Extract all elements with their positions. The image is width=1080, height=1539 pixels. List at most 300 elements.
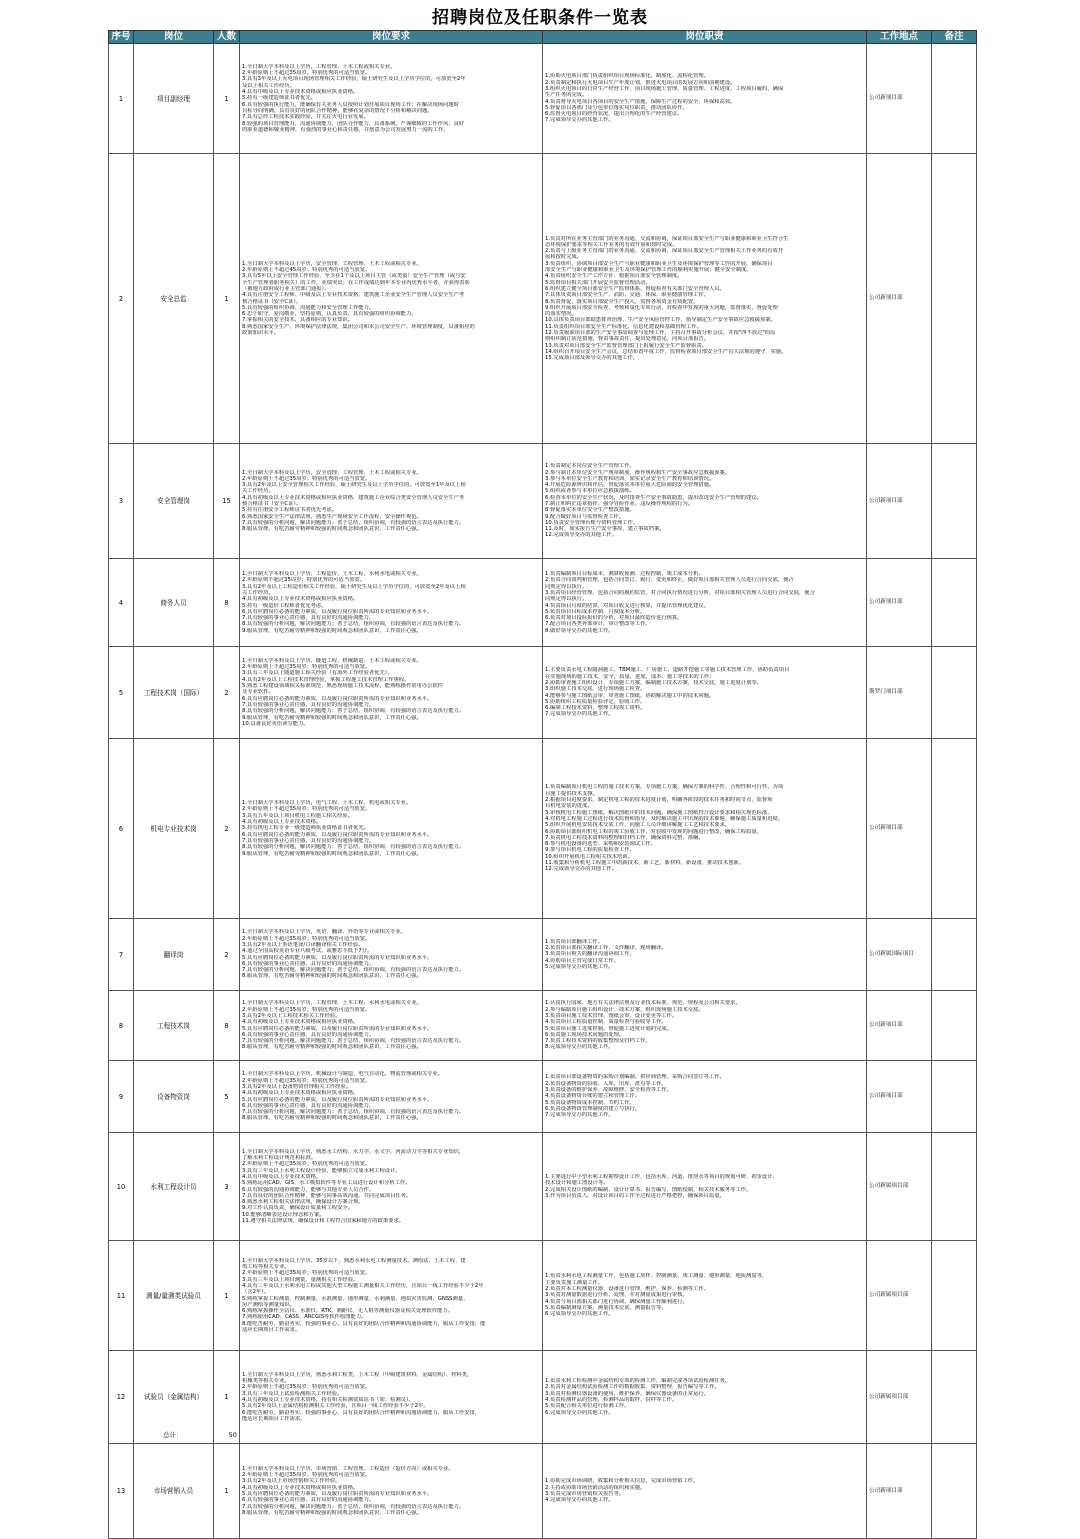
duty-line: 生产任务的完成。 (545, 92, 588, 99)
requirement-line: 9.服从管理，有吃苦耐劳精神和较强的时间观念和团队意识，工作责任心强。 (242, 714, 422, 721)
row-location: 公司新属国际项目 (867, 919, 932, 991)
row-duties (543, 1351, 867, 1444)
requirement-line: 7.具有较强的分析问题，解决问题能力；善于总结，组织协调，有较强的语言表达及执行能力。 (242, 967, 465, 974)
duty-line: 6.编制工程技术资料，整理工程竣工资料。 (545, 705, 646, 712)
row-no: 9 (109, 1061, 134, 1133)
row-count: 1 (214, 44, 240, 154)
requirement-line: 7.熟练使用CAD、CASS、ARCGIS等软件绘图能力。 (242, 1314, 367, 1321)
requirement-line: 7.具有良好的团队合作精神，能够与同事高效沟通，共同完成项目任务。 (242, 1192, 412, 1199)
requirement-line: 8.具有较强的分析问题，解决问题能力；善于总结，组织协调，有较强的语言表达及执行能力。 (242, 844, 465, 851)
header-duties: 岗位职责 (543, 31, 867, 44)
duty-line: 2.参与编制项目施工组织设计、技术方案，组织现场施工技术交底。 (545, 1006, 704, 1013)
requirement-line: 2.年龄原则上不超过45周岁；特别优秀的可适当放宽。 (242, 267, 371, 274)
duty-line: 部安全生产与职业健康和职业卫生及环境保护管理工作的顺利实施开展；健全安全制度。 (545, 267, 752, 274)
duty-line: 12.完成领导交办的其他工作。 (545, 532, 617, 539)
requirement-line: 3.具有2年及以上安全管理相关工作经验，硕士研究生及以上学历学位的，可放宽至1年及以上相 (242, 482, 466, 489)
requirement-line: 7.具有较强的分析问题，解决问题能力；善于总结，组织协调，有较强的语言表达及执行能力。 (242, 519, 465, 526)
row-duties (543, 1241, 867, 1351)
row-count: 2 (214, 647, 240, 739)
duty-line: 6.监督火电项目的经营状况，提出合理化的生产经营建议。 (545, 111, 683, 118)
requirement-line: 4.具有注册安全工程师、中级及以上专业技术资格、建筑施工企业安全生产管理人员安全生产考 (242, 292, 465, 299)
requirement-line: 3.具有5年以上安全管理工作经验，至少在1个及以上项目主管（或类似）安全生产管理（或与安 (242, 273, 466, 280)
requirement-line: 6.熟练掌握操作全站仪、水准仪、RTK、测距仪、无人机等测量仪器及相关处理软件能力。 (242, 1308, 454, 1315)
duty-line: 4.负责项目月度的结算，对项目收支进行核算，并提出管理优化建议。 (545, 602, 709, 609)
requirement-line: 5.持有注册安全工程师证书者优先考虑。 (242, 507, 338, 514)
requirement-line: 3.具有2年及以上工程技术相关工作经验。 (242, 1012, 341, 1019)
row-requirements (240, 1061, 543, 1133)
duty-line: 9.参与项目机电工程的质量检查工作。 (545, 847, 635, 854)
duty-line: 2.负责对金属结构试验检测工作的数据收集、资料整理、报告编写等工作。 (545, 1384, 720, 1391)
row-requirements (240, 919, 543, 991)
duty-line: 1.负责编制项目目标成本，测算收预测、过程控制、竣工成本分析。 (545, 571, 704, 578)
row-duties (543, 1444, 867, 1539)
row-position: 水利工程设计员 (134, 1133, 214, 1241)
requirement-line: 5.具有2年及以上金属结构检测相关工作经验，且项目一线工作经验不少于2年。 (242, 1403, 429, 1410)
duty-line: 12.负责履职项目部的生产安全事故调查与处理工作，主持召开事故分析会议，并按"四不放过"的原 (545, 329, 776, 336)
row-duties (543, 991, 867, 1061)
duty-line: 10.负责安全管理台账与资料管理工作。 (545, 519, 639, 526)
duty-line: 主要负责施工测量工作。 (545, 1279, 604, 1286)
requirement-line: 5.熟练运用CAD、GIS、水工模拟软件等专业工具进行设计和分析工作。 (242, 1180, 411, 1187)
duty-line: 2.负责项目部相关翻译工作，文件翻译、现场翻译。 (545, 945, 667, 952)
duty-line: 1.负责对所在业务主管部门的业务沟通、交流和协调，保证项目部安全生产与职业健康和职业卫生符合生 (545, 235, 789, 242)
table-row (109, 1351, 977, 1444)
duty-line: 6.完成领导交办的其他工作。 (545, 1409, 614, 1416)
requirement-line: 1.全日制大学本科及以上学历，机械设计与制造、电气自动化、物流管理或相关专业。 (242, 1071, 444, 1078)
requirement-line: 4.具有初级及以上专业技术资格或相应执业资格。 (242, 1090, 359, 1097)
row-requirements (240, 647, 543, 739)
row-note (932, 154, 977, 444)
table-row (109, 154, 977, 444)
total-row (163, 1431, 243, 1439)
duty-line: 10.组织开展机电工程相关技术培训。 (545, 853, 633, 860)
requirement-line: 2.年龄原则上不超过35周岁；特别优秀的可适当放宽。 (242, 935, 371, 942)
row-requirements (240, 1351, 543, 1444)
table-row (109, 559, 977, 647)
duty-line: 2.负责合同谈判和管理，包括合同签订、履行、变更和终止，做好项目部相关管理人员进行合同交底，使合 (545, 577, 794, 584)
row-no: 13 (109, 1444, 134, 1539)
duty-line: 1.负责项目部翻译工作。 (545, 938, 604, 945)
row-position: 机电专业技术岗 (134, 739, 214, 919)
row-position: 安全总监 (134, 154, 214, 444)
duty-line: 4.开展危险源辨识和评估，督促落实本单位重大危险源的安全管理措施。 (545, 482, 715, 489)
duty-line: 1.负责制定本岗位安全生产管理工作。 (545, 463, 635, 470)
header-requirements: 岗位要求 (240, 31, 543, 44)
row-note (932, 444, 977, 559)
row-note (932, 1133, 977, 1241)
requirement-line: 6.具有较强的事业心责任感，具有良好的沟通协调能力。 (242, 1031, 375, 1038)
row-location: 公司新属项目部 (867, 1241, 932, 1351)
duty-line: 1.主要进行中小型水利工程勘察设计工作，包括水库、河道、排涝水等项目的规划可研、初步设计、 (545, 1173, 778, 1180)
requirement-line: 6.忠于职守，爱岗敬业，坚持原则，认真负责，具有较强的组织协调能力。 (242, 311, 417, 318)
duty-line: 6.协助项目部组织机电工程的竣工验收工作，对验收中发现的问题进行整改，确保工程质量。 (545, 828, 762, 835)
row-duties (543, 44, 867, 154)
requirement-line: 8.熟悉水利工程相关法律法规，确保设计方案合规。 (242, 1199, 364, 1206)
row-count: 1 (214, 1444, 240, 1539)
duty-line: 5.监督项目相关部门开展安全监督管理活动。 (545, 279, 651, 286)
row-note (932, 647, 977, 739)
requirement-line: 了解水利工程设计规范和标准。 (242, 1155, 317, 1162)
requirement-line: 5.持有一级建造师证书者优先。 (242, 95, 316, 102)
row-duties (543, 1133, 867, 1241)
row-requirements (240, 154, 543, 444)
requirement-line: 3.具有三年及以上项目测量、量测相关工作经验。 (242, 1276, 359, 1283)
duty-line: 2.负责与上级业务主管部门的业务沟通、交流和协调，保证项目部安全生产管理相关工作业务的有效开 (545, 248, 784, 255)
row-note (932, 1444, 977, 1539)
duty-line: 3.组织火电项目的日常生产经营工作，项目现场施工管理、质量管理、工程进度、工程项目履约，确保 (545, 85, 784, 92)
duty-line: 2.参与制订本单位安全生产规章制度，操作规程和生产安全事故应急救援预案。 (545, 469, 731, 476)
row-no: 2 (109, 154, 134, 444)
row-note (932, 1061, 977, 1133)
requirement-line: 2.年龄原则上不超过35周岁；特别优秀的可适当放宽。 (242, 1006, 371, 1013)
requirement-line: 8.服从管理，有吃苦耐劳精神和较强的时间观念和团队意识，工作责任心强。 (242, 973, 422, 980)
row-count: 2 (214, 739, 240, 919)
row-position: 设备物资岗 (134, 1061, 214, 1133)
row-count: 1 (214, 1351, 240, 1444)
duty-line: 3.负责完成市场营销相关报告等。 (545, 1491, 625, 1497)
table-row (109, 1444, 977, 1539)
row-location: 公司新项目部 (867, 444, 932, 559)
requirement-line: 8.较强的项目管理能力，沟通协调能力，团队合作能力，具备系统、严谨细致的工作作风，良好 (242, 120, 465, 127)
duty-line: 4.负责设备物资台账的建立和管理工作。 (545, 1093, 641, 1100)
row-no: 11 (109, 1241, 134, 1351)
duty-line: 3.负责项目相关的翻译沟通协调工作。 (545, 951, 635, 958)
duty-line: 2.主持或协助市场营销活动的组织和实施。 (545, 1484, 646, 1491)
duty-line: 12.完成领导交办的其他工作。 (545, 866, 617, 873)
duty-line: 2.协助审查施工组织设计、专项施工方案，编制施工技术方案，技术交底，施工进度计划等。 (545, 679, 762, 686)
row-position: 测量/量测类试验员 (134, 1241, 214, 1351)
duty-line: 8.督促落实本单位安全生产整改措施。 (545, 507, 635, 514)
row-position: 翻译岗 (134, 919, 214, 991)
requirement-line: 1.全日制大学本科及以上学历，熟悉水工结构、水力学、水文学、河流动力学等相关专业知识， (242, 1148, 465, 1155)
duty-line: 技术设计和施工图设计等。 (545, 1180, 609, 1187)
duty-line: 11.及时、如实报告生产安全事故，建立事故档案。 (545, 526, 665, 533)
duty-line: 6.负责施工现场技术问题的处理。 (545, 1031, 625, 1038)
requirement-line: 2.年龄原则上不超过35周岁；特别优秀的可适当放宽。 (242, 806, 371, 813)
duty-line: 8.负责督促、落实项目部安全生产投入，监督各项资金有效配置。 (545, 298, 699, 305)
requirement-line: 5.具有应聘岗位必备的能力素质，以及履行岗位职责所需的专业知识和业务水平。 (242, 1096, 433, 1103)
row-note (932, 1241, 977, 1351)
header-position: 岗位 (134, 31, 214, 44)
duty-line: 1.协助完成市场调研，收集和分析相关信息，完成市场营销工作。 (545, 1478, 699, 1485)
row-note (932, 919, 977, 991)
duty-line: 态环境保护要求等相关工作业务的有效开展和按时完成。 (545, 241, 678, 248)
row-duties (543, 1061, 867, 1133)
header-no: 序号 (109, 31, 134, 44)
duty-line: 5.组织开展机电安装技术交底工作，向施工人员详细讲解施工工艺和技术要求。 (545, 822, 731, 829)
requirement-line: 筑工程等相关专业。 (242, 1264, 290, 1271)
row-location: 公司新项目部 (867, 739, 932, 919)
requirement-line: 机械类等相关专业。 (242, 1378, 290, 1385)
requirement-line: 4.具有初级及以上专业技术资格，持有相关检测资质证书（如：检测员）。 (242, 1397, 414, 1403)
header-location: 工作地点 (867, 31, 932, 44)
duty-line: 3.负责组织、协调项目部安全生产与职业健康和职业卫生及环境保护管理等工作的开展，确保项目 (545, 260, 773, 267)
duty-line: 7.具体负责项目部安全生产、消防、交通、环保、职业健康管理工作。 (545, 292, 709, 299)
requirement-line: 8.服从管理，有吃苦耐劳精神和较强的时间观念和团队意识，工作责任心强。 (242, 1115, 422, 1122)
duty-line: 6.负责对项目投标报价的分析，对项目最终造价进行核算。 (545, 615, 683, 622)
requirement-line: 9.对工作认真负责，确保设计质量和工程安全。 (242, 1205, 353, 1212)
table-row (109, 647, 977, 739)
requirement-line: 8.能吃苦耐劳，勤奋务实，较强的事业心，具有良好的团队合作精神和沟通协调能力，服从工作安排，能 (242, 1320, 486, 1327)
requirement-line: 7.具有较强的分析问题，解决问题能力；善于总结，组织协调，有较强的语言表达及执行能力。 (242, 1503, 465, 1510)
row-no: 7 (109, 919, 134, 991)
requirement-line: 2.年龄原则上不超过35周岁，特别优秀的可适当放宽。 (242, 70, 371, 77)
duty-line: 同规定得以执行。 (545, 583, 588, 590)
row-location: 公司新项目部 (867, 991, 932, 1061)
duty-line: 4.对机电工程施工过程进行技术监督和指导，及时解决施工中出现的技术难题，确保施工质量和进度。 (545, 815, 784, 822)
duty-line: 7.完成领导交办的其他工作。 (545, 117, 614, 124)
requirement-line: 2.年龄原则不超过35周岁；特别优秀的可适当放宽。 (242, 577, 366, 584)
requirement-line: 7.具有较强的事业心责任感，具有良好的沟通协调能力。 (242, 615, 375, 622)
duty-line: 5.负责配合相关单位进行检测工作。 (545, 1403, 630, 1410)
requirement-line: 3.具有三年及以上试验检测相关工作经验。 (242, 1390, 343, 1397)
requirement-line: 2.年龄原则上不超过35周岁；特别优秀的可适当放宽。 (242, 1270, 371, 1277)
duty-line: 4.协助项目主管完成日常工作。 (545, 957, 619, 964)
requirement-line: 6.具有应聘岗位必备的能力素质，以及履行岗位职责所需的专业知识和业务水平。 (242, 608, 433, 615)
requirement-line: 3.具有2年及以上英语笔译/口译翻译相关工作经验。 (242, 941, 364, 948)
duty-line: 2.负责设备物资的验收、入库、出库、盘点等工作。 (545, 1080, 667, 1087)
row-note (932, 991, 977, 1061)
row-position: 工程技术岗（国际） (134, 647, 214, 739)
row-note (932, 739, 977, 919)
duty-line: 2.负责对本工程测量仪器、设备进行管理、维护、保养、检测等工作。 (545, 1286, 709, 1293)
requirement-line: 2.年龄原则上不超过35周岁；特别优秀的可适当放宽。 (242, 664, 371, 671)
requirement-line: 5.持有一级造价工程师者优先考虑。 (242, 602, 327, 609)
requirement-line: 3.具有3年及以上火电项目现场管理相关工作经验，硕士研究生及以上学历学位的，可放宽至2年 (242, 76, 466, 83)
recruitment-table (108, 30, 977, 1539)
requirement-line: 4.具有初级及以上专业技术资格或相应执业资格。 (242, 1019, 359, 1026)
header-count: 人数 (214, 31, 240, 44)
row-requirements (240, 1133, 543, 1241)
table-body (109, 44, 977, 1539)
table-row (109, 991, 977, 1061)
page-title: 招聘岗位及任职条件一览表 (432, 8, 648, 28)
duty-line: 4.能够参与施工图纸会审，审查施工图纸，协助解决施工中的技术问题。 (545, 692, 715, 699)
duty-line: 5.负责项目目标成本控制，月度成本分析。 (545, 608, 646, 615)
row-no: 12 (109, 1351, 134, 1444)
duty-line: 5.负责项目施工进度控制，督促施工进度计划的完成。 (545, 1025, 672, 1032)
duty-line: 4.负责与项目部相关部门进行协调，确保测量工作顺利进行。 (545, 1298, 688, 1305)
table-header-row (109, 31, 977, 44)
total-value: 50 (228, 1431, 237, 1439)
row-note (932, 1351, 977, 1444)
row-count: 1 (214, 154, 240, 444)
requirement-line: 3.具有三年及以上隧道施工相关经验（有海外工作经验者优先）。 (242, 670, 393, 677)
requirement-line: 5.熟练掌握工程测量、控制测量、水准测量、地形测量、水利测量、地质灾害监测、GNSS测量、 (242, 1295, 469, 1302)
row-duties (543, 647, 867, 739)
duty-line: 2.负责制定和执行火电项目生产年度计划，推进火电项目的发展方向和前期建设。 (545, 79, 736, 86)
row-no: 8 (109, 991, 134, 1061)
requirement-line: 5.持有机电工程专业一级建造师执业资格证书者优先。 (242, 825, 369, 832)
row-duties (543, 154, 867, 444)
duty-line: 3.负责对测量数据进行分析、处理，并对测量成果进行审核。 (545, 1292, 688, 1299)
requirement-line: 全生产管理者职务相关）的工作，业绩突出；在工作成绩达到年本专业内优秀水平者、并获得表彰 (242, 279, 470, 286)
duty-line: 7.负责机电工程技术资料的整理和归档工作，确保资料完整、准确。 (545, 834, 704, 841)
requirement-line: 8.具有较强的分析问题，解决问题能力；善于总结，组织协调，有较强的语言表达及执行能力。 (242, 621, 465, 628)
duty-line: 5.协助组织工程质量检验评定、验收工作。 (545, 698, 646, 705)
duty-line: 5.负责编制测量方案、测量技术交底、测量报告等。 (545, 1304, 667, 1311)
requirement-line: 3.具有2年及以上设备物资管理相关工作经验。 (242, 1083, 352, 1090)
requirement-line: 核合格证书（安全C证）。 (242, 501, 302, 507)
row-no: 5 (109, 647, 134, 739)
row-count: 2 (214, 919, 240, 991)
table-row (109, 444, 977, 559)
requirement-line: 11.遵守相关法律法规，确保设计和工程符合国家和地方的政策要求。 (242, 1217, 405, 1224)
requirement-line: 目标导向明确，具有良好的团队合作精神，能够在复杂的情况下分析和解决问题。 (242, 107, 433, 114)
row-requirements (240, 559, 543, 647)
duty-line: 4.负责检测样品的管理，检测样品的取样、封样等工作。 (545, 1397, 678, 1403)
row-position: 工程技术岗 (134, 991, 214, 1061)
row-location: 公司新属项目部 (867, 1351, 932, 1444)
requirement-line: 7.具有较强的事业心责任感，具有良好的沟通协调能力。 (242, 837, 375, 844)
requirement-line: 4.具有三年及以上水利水电工程或其他大型工程施工测量相关工作经历，且项目一线工作经验不少于2年 (242, 1282, 484, 1289)
requirement-line: 4.具有初级及以上专业技术资格或相应执业资格。 (242, 1484, 359, 1491)
requirement-line: 8.具有较强的分析问题，解决问题能力；善于总结，组织协调，有较强的语言表达及执行能力。 (242, 708, 465, 715)
header-note: 备注 (932, 31, 977, 44)
requirement-line: 6.具有较强的事业心责任感，具有良好的沟通协调能力。 (242, 1497, 375, 1504)
row-duties (543, 739, 867, 919)
duty-line: 7.制止和纠正违章指挥、强令冒险作业、违反操作规程的行为。 (545, 501, 694, 507)
duty-line: 8.完成领导交办的其他工作。 (545, 1044, 614, 1051)
requirement-line: 2.年龄原则上不超过35周岁；特别优秀的可适当放宽。 (242, 1472, 371, 1479)
duty-line: 1.主要负责水电工程隧洞施工、TBM施工、厂房施工、道路开挖施工等施工技术管理工作，协助负责项目 (545, 667, 790, 674)
requirement-line: 适应长期项目工作需求。 (242, 1326, 301, 1333)
row-no: 10 (109, 1133, 134, 1241)
requirement-line: 6.具有较强的事业心责任感，具有良好的沟通协调能力。 (242, 960, 375, 967)
row-requirements (240, 444, 543, 559)
requirement-line: 1.全日制大学本科及以上学历，工程管理、土木工程或相关专业。 (242, 63, 396, 70)
requirement-line: 能适应长期项目工作需求。 (242, 1415, 306, 1422)
duty-line: 7.配合项目各类外部审计，审计整改等工作。 (545, 621, 651, 628)
table-row (109, 1241, 977, 1351)
duty-line: 3.负责项目经营管理，包括合同的履约监管，对合同执行情况进行分析，对项目部相关管理人员进行合同交底，使合 (545, 589, 815, 596)
row-count: 8 (214, 559, 240, 647)
requirement-line: 6.具有较强的沟通协调能力，能够与其他专业人员合作。 (242, 1186, 375, 1193)
row-requirements (240, 739, 543, 919)
requirement-line: 关工作经历。 (242, 589, 274, 596)
duty-line: 7.完成领导交办的其他工作。 (545, 1112, 614, 1119)
requirement-line: 1.全日制大学本科及以上学历，安全管理、工程管理、土木工程或相关专业。 (242, 469, 422, 476)
duty-line: 6.检查本单位的安全生产状况，及时排查生产安全事故隐患，提出改进安全生产管理的建议。 (545, 494, 762, 501)
duty-line: 3.审核机电工程施工图纸，解决图纸中的技术问题，确保施工图纸符合设计要求和相关规范标准。 (545, 809, 773, 816)
table-row (109, 919, 977, 991)
row-location: 公司新属项目部 (867, 1133, 932, 1241)
requirement-line: 2.年龄原则上不超过35周岁；特别优秀的可适当放宽。 (242, 1161, 371, 1168)
requirement-line: 及以上相关工作经历。 (242, 82, 295, 89)
total-label: 总计： (163, 1431, 183, 1439)
row-position: 试验员（金属结构） (134, 1351, 214, 1444)
requirement-line: 4.具有中级及以上专业技术资格。 (242, 1173, 322, 1180)
requirement-line: 4.具有初级及以上专业技术资格或相应执业资格。 (242, 596, 359, 603)
row-no: 6 (109, 739, 134, 919)
row-count: 8 (214, 991, 240, 1061)
requirement-line: 核合格证书（安全C证）。 (242, 298, 302, 305)
duty-line: 3.负责对检测仪器设备的使用、维护保养，确保仪器设备的正常运行。 (545, 1390, 709, 1397)
duty-line: 13.负责对项目部安全生产监督管理部门上报履行安全生产监督职责。 (545, 342, 708, 349)
duty-line: 4.负责项目工程质量控制、质量检查与验收等工作。 (545, 1019, 667, 1026)
duty-line: 同规定得以执行。 (545, 596, 588, 603)
requirement-line: 4.具有初级及以上专业技术资格或相应执业资格，建筑施工企业综合类安全管理人员安全生产考 (242, 494, 465, 501)
requirement-line: 6.能吃苦耐劳，勤奋务实，较强的事业心，具有良好的团队合作精神和沟通协调能力，服从工作安排， (242, 1409, 481, 1416)
requirement-line: 7.掌握相关的安全技术，具备相应的专业知识。 (242, 317, 353, 324)
requirement-line: 3.具有五年及以上项目机电工程施工相关经验。 (242, 812, 353, 819)
requirement-line: 4.具有初级及以上专业技术资格。 (242, 819, 322, 826)
row-count: 1 (214, 1241, 240, 1351)
duty-line: 6.完成领导交办的其他工作。 (545, 1311, 614, 1318)
duty-line: 5.组织或者参与本单位应急救援演练。 (545, 488, 635, 495)
row-duties (543, 559, 867, 647)
duty-line: 2.根据项目进度要求，制定机电工程的技术进度计划，明确各阶段的技术任务和时间节点，监督项 (545, 797, 773, 804)
row-note (932, 44, 977, 154)
duty-line: 4.负责督导火电项目各项目的安全生产措施，保障生产过程的安全、环保和高效。 (545, 98, 736, 105)
requirement-line: 1.全日制大学本科及以上学历，英语、翻译、外语等专业或相关专业。 (242, 929, 406, 936)
requirement-line: 及专业软件。 (242, 689, 274, 696)
requirement-line: 2.年龄原则上不超过35周岁；特别优秀的可适当放宽。 (242, 475, 371, 482)
table-row (109, 1061, 977, 1133)
row-duties (543, 919, 867, 991)
requirement-line: 1.全日制大学本科及以上学历，工程造价、土木工程、水利水电或相关专业。 (242, 571, 422, 578)
row-position: 市场营销人员 (134, 1444, 214, 1539)
requirement-line: 6.具有较强的事业心责任感，具有良好的沟通协调能力。 (242, 1102, 375, 1109)
requirement-line: 1.全日制大学本科及以上学历，熟悉水利工程类、土木工程（甲级建筑材料、金属结构）、材料类、 (242, 1371, 473, 1378)
requirement-line: 的职业道德和敬业精神，有强烈的事业心和责任感，并愿意为公司发展努力一流的工作。 (242, 126, 449, 133)
duty-line: 1.认真执行国家、地方有关法律法规及行业技术标准、规范、规程及公司相关要求。 (545, 1000, 741, 1007)
requirement-line: 6.具有较强的执行能力，能确保有关业务人员按照计划开展项目现场工作；在解决现场问题时 (242, 101, 459, 108)
row-location: 斯罗门项目部 (867, 647, 932, 739)
requirement-line: 3.具有三年及以上水利工程设计经验，能够独立完成水利工程设计。 (242, 1167, 401, 1174)
requirement-line: 5.具有应聘岗位必备的能力素质，以及履行岗位职责所需的专业知识和业务水平。 (242, 1491, 433, 1497)
requirement-line: 6.具有应聘岗位必备的能力素质，以及履行岗位职责所需的专业知识和业务水平。 (242, 695, 433, 702)
row-location: 公司新项目部 (867, 154, 932, 444)
row-location: 公司新项目部 (867, 559, 932, 647)
row-no: 3 (109, 444, 134, 559)
requirement-line: 7.具有较强的分析问题，解决问题能力；善于总结，组织协调，有较强的语言表达及执行能力。 (242, 1109, 465, 1116)
table-row (109, 739, 977, 919)
row-duties (543, 444, 867, 559)
duty-line: 1.负责水利工程检测中金属结构专项的检测工作，编制完成各项试验检测任务。 (545, 1378, 731, 1385)
requirement-line: 1.全日制大学本科及以上学历，隧道工程、机械制造、土木工程或相关专业。 (242, 657, 422, 664)
requirement-line: 3.具有2年及以上工程造价相关工作经验，硕士研究生及以上学历学位的，可放宽至2年及以上相 (242, 583, 466, 590)
duty-line: 1.负责水利水电工程测量工作，包括施工放样、控制测量、竣工测量、地形测量、地质测量等， (545, 1273, 768, 1280)
duty-line: 15.完成项目部及领导交办的其他工作。 (545, 355, 639, 362)
duty-line: 11.负责组织项目部安全生产标准化、信息化建设和基础管理工作。 (545, 323, 702, 330)
requirement-line: （被地方政府或行业主管部门通报）。 (242, 285, 330, 292)
requirement-line: 8.熟悉国家安全生产、环境保护法律法规，集团公司和本公司安全生产、环境管理制度，具备相应的 (242, 323, 475, 330)
requirement-line: 1.全日制大学本科及以上学历，市场营销、工程管理、工程造价（造价方向）或相关专业。 (242, 1465, 454, 1472)
row-location: 公司新项目部 (867, 44, 932, 154)
requirement-line: 5.熟悉工程建设领域相关标准规范，熟悉现场施工技术流程，能熟练操作常用办公软件 (242, 683, 444, 690)
duty-line: 目机电安装的进度。 (545, 803, 593, 810)
requirement-line: 1.全日制大学本科及以上学历，工程管理、土木工程、水利水电或相关专业。 (242, 1000, 422, 1007)
duty-line: 展和按时完成。 (545, 254, 583, 261)
duty-line: 在实施现场的施工技术，安全，质量，进度，成本、施工等技术的工作； (545, 673, 715, 680)
row-requirements (240, 1444, 543, 1539)
duty-line: 8.做好领导交办的其他工作。 (545, 627, 614, 634)
duty-line: 7.完成领导交办的其他工作。 (545, 711, 614, 718)
row-requirements (240, 44, 543, 154)
row-position: 安全管理岗 (134, 444, 214, 559)
row-no: 4 (109, 559, 134, 647)
duty-line: 1.协助火电项目部门负责组织项目现场标准化、制度化、流程化管理。 (545, 73, 709, 80)
requirement-line: 1.全日制大学本科及以上学历，电气工程、土木工程、机电或相关专业。 (242, 800, 412, 807)
requirement-line: 2.年龄原则上不超过35周岁；特别优秀的可适当放宽。 (242, 1077, 371, 1084)
duty-line: 则组织制订防范措施，督责事故责任，提出处理意见，向项目部报告。 (545, 336, 710, 343)
requirement-line: 9.服从管理，有吃苦耐劳精神和较强的时间观念和团队意识，工作责任心强。 (242, 627, 422, 634)
requirement-line: 5.具有应聘岗位必备的能力素质，以及履行岗位职责所需的专业知识和业务水平。 (242, 954, 433, 961)
row-position: 商务人员 (134, 559, 214, 647)
duty-line: 6.组织建立健全项目部安全生产监督体系，督促检查有关部门安全管理人员。 (545, 285, 725, 292)
requirement-line: 4.具有中级及以上专业技术资格或相应执业资格。 (242, 89, 359, 96)
